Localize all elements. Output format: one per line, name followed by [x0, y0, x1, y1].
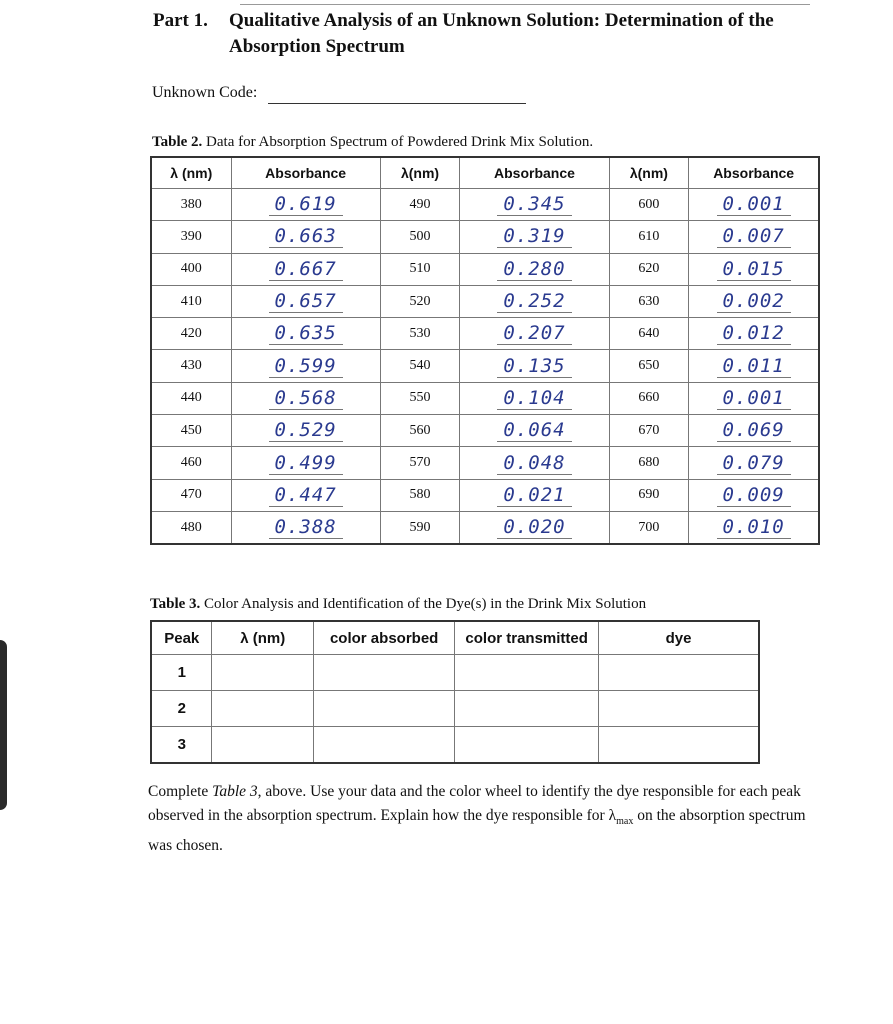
- absorbance-cell[interactable]: [689, 511, 819, 544]
- wavelength-cell: 560: [380, 415, 460, 447]
- absorbance-cell[interactable]: [460, 189, 609, 221]
- table2-row: [151, 511, 819, 544]
- absorbance-cell[interactable]: [460, 479, 609, 511]
- handwritten-absorbance: 0.280: [497, 258, 571, 281]
- table3-entry-cell[interactable]: [212, 727, 313, 764]
- handwritten-absorbance: 0.009: [717, 484, 791, 507]
- table3-entry-cell[interactable]: [313, 691, 454, 727]
- handwritten-absorbance: 0.104: [497, 387, 571, 410]
- handwritten-absorbance: 0.135: [497, 355, 571, 378]
- color-analysis-table: [150, 620, 760, 764]
- wavelength-cell: 690: [609, 479, 689, 511]
- handwritten-absorbance: 0.020: [497, 516, 571, 539]
- absorbance-cell[interactable]: [689, 350, 819, 382]
- table2-header-wl-2: λ(nm): [380, 157, 460, 189]
- wavelength-cell: 660: [609, 382, 689, 414]
- table3-entry-cell[interactable]: [598, 727, 759, 764]
- wavelength-cell: 530: [380, 318, 460, 350]
- peak-number-cell: 3: [151, 727, 212, 764]
- wavelength-cell: 410: [151, 285, 231, 317]
- top-rule: [240, 4, 810, 5]
- absorbance-cell[interactable]: [689, 253, 819, 285]
- part-title: Qualitative Analysis of an Unknown Solution: Determination of the Absorption Spectrum: [229, 10, 774, 57]
- table3-header-absorbed: color absorbed: [313, 621, 454, 655]
- absorbance-cell[interactable]: [460, 285, 609, 317]
- table3-header-row: [151, 621, 759, 655]
- wavelength-cell: 510: [380, 253, 460, 285]
- handwritten-absorbance: 0.021: [497, 484, 571, 507]
- wavelength-cell: 620: [609, 253, 689, 285]
- instructions-text-2: , above. Use your data and the color wheel to identify the dye responsible for each peak observed in the absorption spectrum. Explain how the dye responsible for λ: [148, 783, 801, 824]
- handwritten-absorbance: 0.667: [269, 258, 343, 281]
- table3-header-dye: dye: [598, 621, 759, 655]
- absorbance-cell[interactable]: [231, 221, 380, 253]
- absorbance-cell[interactable]: [460, 511, 609, 544]
- wavelength-cell: 670: [609, 415, 689, 447]
- table3-entry-cell[interactable]: [455, 691, 599, 727]
- handwritten-absorbance: 0.345: [497, 193, 571, 216]
- table2-caption-text: Data for Absorption Spectrum of Powdered Drink Mix Solution.: [206, 134, 594, 150]
- handwritten-absorbance: 0.388: [269, 516, 343, 539]
- handwritten-absorbance: 0.599: [269, 355, 343, 378]
- table3-row: [151, 727, 759, 764]
- peak-number-cell: 2: [151, 691, 212, 727]
- wavelength-cell: 610: [609, 221, 689, 253]
- table3-entry-cell[interactable]: [455, 655, 599, 691]
- wavelength-cell: 700: [609, 511, 689, 544]
- handwritten-absorbance: 0.319: [497, 225, 571, 248]
- handwritten-absorbance: 0.012: [717, 322, 791, 345]
- wavelength-cell: 480: [151, 511, 231, 544]
- table3-caption-label: Table 3.: [150, 596, 201, 612]
- absorbance-cell[interactable]: [460, 447, 609, 479]
- absorbance-cell[interactable]: [231, 189, 380, 221]
- handwritten-absorbance: 0.568: [269, 387, 343, 410]
- table3-entry-cell[interactable]: [313, 655, 454, 691]
- instructions-text-3: on the absorption spectrum was chosen.: [148, 807, 806, 855]
- table3-entry-cell[interactable]: [212, 655, 313, 691]
- handwritten-absorbance: 0.499: [269, 452, 343, 475]
- absorbance-cell[interactable]: [689, 479, 819, 511]
- table2-header-abs-2: Absorbance: [460, 157, 609, 189]
- table3-header-transmitted: color transmitted: [455, 621, 599, 655]
- absorbance-cell[interactable]: [460, 221, 609, 253]
- absorbance-cell[interactable]: [231, 415, 380, 447]
- wavelength-cell: 450: [151, 415, 231, 447]
- table2-caption: [152, 134, 593, 151]
- absorbance-cell[interactable]: [460, 382, 609, 414]
- absorbance-cell[interactable]: [231, 318, 380, 350]
- handwritten-absorbance: 0.635: [269, 322, 343, 345]
- instructions-table-ref: Table 3: [212, 783, 258, 800]
- absorbance-cell[interactable]: [231, 350, 380, 382]
- table2-body: [151, 189, 819, 545]
- wavelength-cell: 390: [151, 221, 231, 253]
- absorbance-cell[interactable]: [460, 350, 609, 382]
- wavelength-cell: 580: [380, 479, 460, 511]
- wavelength-cell: 630: [609, 285, 689, 317]
- absorbance-cell[interactable]: [460, 253, 609, 285]
- absorbance-cell[interactable]: [689, 189, 819, 221]
- handwritten-absorbance: 0.001: [717, 387, 791, 410]
- wavelength-cell: 380: [151, 189, 231, 221]
- handwritten-absorbance: 0.663: [269, 225, 343, 248]
- table2-row: [151, 318, 819, 350]
- handwritten-absorbance: 0.010: [717, 516, 791, 539]
- part-number: Part 1.: [153, 10, 208, 31]
- handwritten-absorbance: 0.252: [497, 290, 571, 313]
- absorbance-cell[interactable]: [460, 415, 609, 447]
- table3-row: [151, 691, 759, 727]
- table2-row: [151, 382, 819, 414]
- table2-row: [151, 221, 819, 253]
- wavelength-cell: 680: [609, 447, 689, 479]
- wavelength-cell: 440: [151, 382, 231, 414]
- wavelength-cell: 590: [380, 511, 460, 544]
- table2-header-abs-3: Absorbance: [689, 157, 819, 189]
- table2-header-row: [151, 157, 819, 189]
- table2-header-abs-1: Absorbance: [231, 157, 380, 189]
- handwritten-absorbance: 0.207: [497, 322, 571, 345]
- absorbance-cell[interactable]: [231, 511, 380, 544]
- table3-entry-cell[interactable]: [212, 691, 313, 727]
- wavelength-cell: 460: [151, 447, 231, 479]
- wavelength-cell: 420: [151, 318, 231, 350]
- absorption-spectrum-table: [150, 156, 820, 545]
- absorbance-cell[interactable]: [689, 285, 819, 317]
- handwritten-absorbance: 0.069: [717, 419, 791, 442]
- unknown-code-field[interactable]: [268, 103, 526, 104]
- table2-header-wl-3: λ(nm): [609, 157, 689, 189]
- table3-entry-cell[interactable]: [598, 691, 759, 727]
- absorbance-cell[interactable]: [689, 447, 819, 479]
- absorbance-cell[interactable]: [231, 382, 380, 414]
- table3-entry-cell[interactable]: [598, 655, 759, 691]
- handwritten-absorbance: 0.048: [497, 452, 571, 475]
- wavelength-cell: 600: [609, 189, 689, 221]
- table3-caption: [150, 596, 646, 613]
- handwritten-absorbance: 0.011: [717, 355, 791, 378]
- table2-row: [151, 415, 819, 447]
- absorbance-cell[interactable]: [689, 221, 819, 253]
- wavelength-cell: 570: [380, 447, 460, 479]
- absorbance-cell[interactable]: [231, 447, 380, 479]
- wavelength-cell: 650: [609, 350, 689, 382]
- wavelength-cell: 520: [380, 285, 460, 317]
- page-edge-shadow: [0, 640, 7, 810]
- table3-caption-text: Color Analysis and Identification of the Dye(s) in the Drink Mix Solution: [204, 596, 647, 612]
- unknown-code-label: Unknown Code:: [152, 84, 258, 101]
- handwritten-absorbance: 0.657: [269, 290, 343, 313]
- table3-header-wl: λ (nm): [212, 621, 313, 655]
- wavelength-cell: 400: [151, 253, 231, 285]
- handwritten-absorbance: 0.015: [717, 258, 791, 281]
- wavelength-cell: 500: [380, 221, 460, 253]
- handwritten-absorbance: 0.447: [269, 484, 343, 507]
- table3-entry-cell[interactable]: [313, 727, 454, 764]
- absorbance-cell[interactable]: [231, 285, 380, 317]
- handwritten-absorbance: 0.064: [497, 419, 571, 442]
- absorbance-cell[interactable]: [689, 382, 819, 414]
- table3-entry-cell[interactable]: [455, 727, 599, 764]
- absorbance-cell[interactable]: [689, 318, 819, 350]
- table3-header-peak: Peak: [151, 621, 212, 655]
- absorbance-cell[interactable]: [231, 479, 380, 511]
- instructions-text-1: Complete: [148, 783, 209, 800]
- handwritten-absorbance: 0.079: [717, 452, 791, 475]
- absorbance-cell[interactable]: [689, 415, 819, 447]
- wavelength-cell: 550: [380, 382, 460, 414]
- handwritten-absorbance: 0.007: [717, 225, 791, 248]
- table2-row: [151, 253, 819, 285]
- wavelength-cell: 430: [151, 350, 231, 382]
- handwritten-absorbance: 0.002: [717, 290, 791, 313]
- instructions-paragraph: [148, 780, 818, 858]
- absorbance-cell[interactable]: [231, 253, 380, 285]
- table2-caption-label: Table 2.: [152, 134, 203, 150]
- table3-body: [151, 655, 759, 764]
- table2-row: [151, 350, 819, 382]
- peak-number-cell: 1: [151, 655, 212, 691]
- absorbance-cell[interactable]: [460, 318, 609, 350]
- table3-row: [151, 655, 759, 691]
- wavelength-cell: 640: [609, 318, 689, 350]
- table2-header-wl-1: λ (nm): [151, 157, 231, 189]
- handwritten-absorbance: 0.001: [717, 193, 791, 216]
- table2-row: [151, 447, 819, 479]
- wavelength-cell: 490: [380, 189, 460, 221]
- wavelength-cell: 470: [151, 479, 231, 511]
- handwritten-absorbance: 0.529: [269, 419, 343, 442]
- table2-row: [151, 285, 819, 317]
- instructions-lambda-max-sub: max: [616, 816, 634, 828]
- handwritten-absorbance: 0.619: [269, 193, 343, 216]
- wavelength-cell: 540: [380, 350, 460, 382]
- table2-row: [151, 189, 819, 221]
- table2-row: [151, 479, 819, 511]
